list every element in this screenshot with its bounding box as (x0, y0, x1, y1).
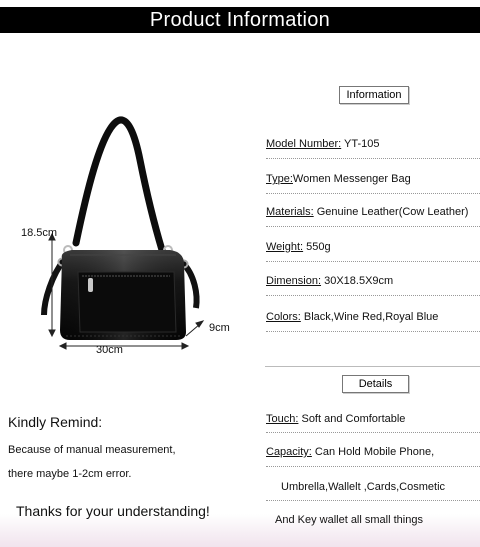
details-label: Details (342, 375, 409, 393)
product-image (0, 100, 260, 380)
divider-line (266, 331, 480, 332)
spec-value: 550g (303, 241, 331, 253)
detail-row-capacity (266, 446, 478, 458)
detail-row-capacity-cont (281, 481, 480, 493)
thanks-message: Thanks for your understanding! (16, 503, 210, 519)
spec-value: Black,Wine Red,Royal Blue (300, 311, 439, 323)
spec-value: 30X18.5X9cm (321, 275, 394, 287)
information-label: Information (339, 86, 409, 104)
spec-value: Women Messenger Bag (292, 173, 411, 185)
spec-key: Weight: (266, 241, 304, 253)
page-title: Product Information (149, 9, 331, 31)
depth-dimension: 9cm (209, 322, 230, 334)
spec-row-materials (266, 206, 478, 218)
spec-row-type (266, 173, 478, 185)
divider-line (266, 295, 480, 296)
handbag-illustration (0, 100, 260, 380)
spec-key: Model Number: (266, 138, 342, 150)
divider-line (266, 193, 480, 194)
spec-key: Colors: (266, 311, 301, 323)
width-dimension: 30cm (96, 344, 123, 356)
divider-line (266, 226, 480, 227)
spec-key: Type: (266, 173, 293, 185)
detail-value: Can Hold Mobile Phone, (311, 446, 435, 458)
spec-value: Genuine Leather(Cow Leather) (313, 206, 469, 218)
remind-title: Kindly Remind: (8, 414, 103, 430)
divider-line (266, 500, 480, 501)
detail-row-capacity-cont2 (275, 514, 480, 526)
divider-line (266, 261, 480, 262)
detail-value: Soft and Comfortable (298, 413, 406, 425)
divider-line (266, 466, 480, 467)
remind-line-1: Because of manual measurement, (8, 444, 176, 456)
section-divider (265, 366, 480, 367)
spec-row-colors (266, 311, 478, 323)
detail-key: Touch: (266, 413, 299, 425)
spec-row-dimension (266, 275, 478, 287)
divider-line (266, 158, 480, 159)
detail-row-touch (266, 413, 478, 425)
spec-key: Materials: (266, 206, 314, 218)
spec-value: YT-105 (341, 138, 380, 150)
remind-line-2: there maybe 1-2cm error. (8, 468, 132, 480)
divider-line (266, 432, 480, 433)
detail-value: And Key wallet all small things (275, 514, 423, 526)
spec-row-weight (266, 241, 478, 253)
spec-key: Dimension: (266, 275, 322, 287)
spec-row-model (266, 138, 478, 150)
page-title-banner (0, 7, 480, 33)
detail-value: Umbrella,Wallelt ,Cards,Cosmetic (281, 481, 446, 493)
height-dimension: 18.5cm (21, 227, 58, 239)
detail-key: Capacity: (266, 446, 312, 458)
